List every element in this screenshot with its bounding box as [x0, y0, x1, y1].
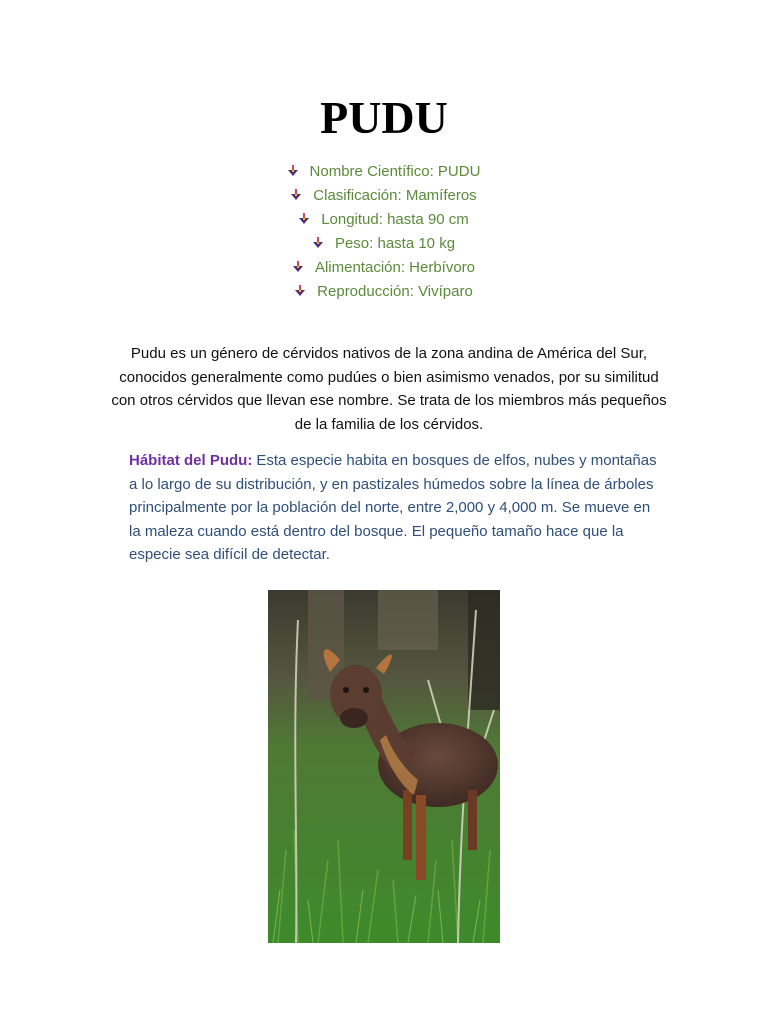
arrow-bullet-icon: [291, 189, 301, 201]
facts-list: [0, 160, 768, 304]
fact-item: [0, 184, 768, 208]
habitat-text: Esta especie habita en bosques de elfos, nubes y montañas a lo largo de su distribución, y en pastizales húmedos sobre la línea de árboles principalmente por la población del norte, entre 2,000 y 4,000 m. Se mueve en la maleza cuando está dentro del bosque. El pequeño tamaño hace que la especie sea difícil de detectar.: [129, 452, 657, 563]
intro-paragraph: Pudu es un género de cérvidos nativos de la zona andina de América del Sur, conocidos generalmente como pudúes o bien asimismo venados, por su similitud con otros cérvidos que llevan ese nombre. Se trata de los miembros más pequeños de la familia de los cérvidos.: [111, 345, 667, 433]
habitat-label: Hábitat del Pudu:: [129, 452, 253, 469]
page-title: PUDU: [320, 92, 448, 143]
pudu-photo-illustration: [268, 590, 500, 943]
fact-item: [0, 280, 768, 304]
fact-length: Longitud: hasta 90 cm: [321, 211, 469, 228]
fact-item: [0, 208, 768, 232]
fact-item: [0, 160, 768, 184]
fact-weight: Peso: hasta 10 kg: [334, 235, 456, 252]
habitat-paragraph: [129, 449, 659, 567]
arrow-bullet-icon: [293, 261, 303, 273]
fact-item: [0, 256, 768, 280]
arrow-bullet-icon: [295, 285, 305, 297]
fact-diet: Alimentación: Herbívoro: [314, 259, 476, 276]
fact-name: Nombre Científico: PUDU: [309, 163, 481, 180]
pudu-photo: [268, 590, 500, 943]
fact-classification: Clasificación: Mamíferos: [313, 187, 477, 204]
fact-item: [0, 232, 768, 256]
fact-reproduction: Reproducción: Vivíparo: [317, 283, 473, 300]
arrow-bullet-icon: [313, 237, 323, 249]
arrow-bullet-icon: [299, 213, 309, 225]
arrow-bullet-icon: [288, 165, 298, 177]
